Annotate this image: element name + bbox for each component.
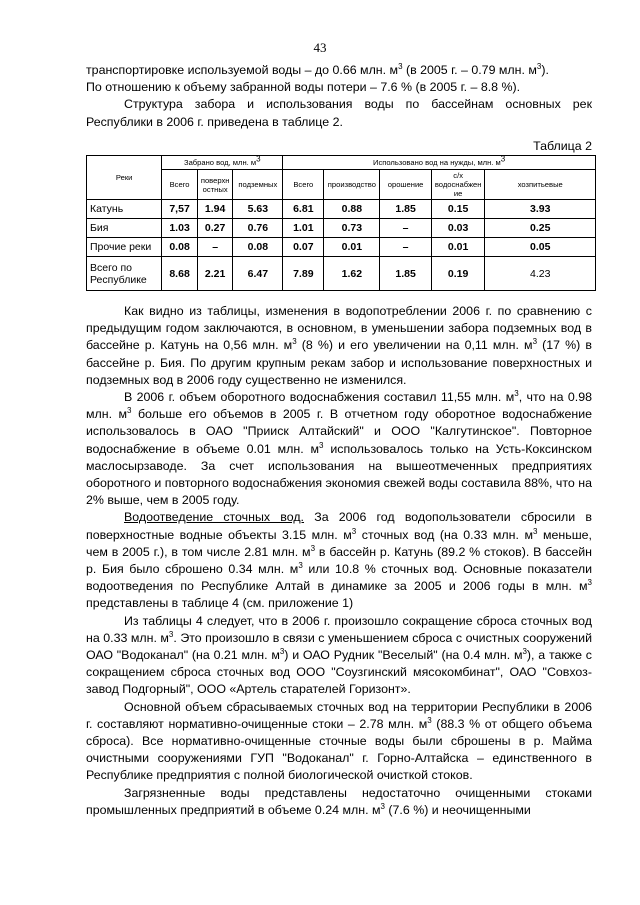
paragraph-reduction: Из таблицы 4 следует, что в 2006 г. произошло сокращение сброса сточных вод на 0.33 млн. $м^3$. Это произошло в связи с уменьшением сброса с очистных сооружений ОАО "Водоканал" (на 0.21 млн. $м^3$) и ОАО Рудник "Веселый" (на 0.4 млн. $м^3$), а также с сокращением сброса сточных вод ООО "Соузгинский мясокомбинат", ОАО "Совхоз-завод Подгорный", ООО «Артель старателей Горизонт». [86,613,592,697]
intro-paragraph-2: Структура забора и использования воды по бассейнам основных рек Республики в 2006 г. приведена в таблице 2. [86,97,592,129]
subheader: производство [324,170,380,200]
intro-block [86,62,592,131]
paragraph-circulation: В 2006 г. объем оборотного водоснабжения составил 11,55 млн. $м^3$, что на 0.98 млн. $м^3$ больше его объемов в 2005 г. В отчетном году оборотное водоснабжение использовалось в ОАО "Прииск Алтайский" и ООО "Калгутинское". Повторное водоснабжение в объеме 0.01 млн. $м^3$ использовалось только на Усть-Коксинском маслосырзаводе. За счет использования на вышеотмеченных предприятиях оборотного и повторного водоснабжения экономия свежей воды составила 88%, что на 2% выше, чем в 2005 году. [86,388,593,508]
table-caption: Таблица 2 [533,139,592,153]
subheader: хозпитьевые [485,170,596,200]
table-row: Прочие реки 0.08 – 0.08 0.07 0.01 – 0.01 0.05 [87,238,596,257]
table-row: Катунь 7,57 1.94 5.63 6.81 0.88 1.85 0.15 3.93 [87,200,596,219]
header-used: Использовано вод на нужды, млн. $м^3$ [283,156,596,170]
subheader: Всего [162,170,198,200]
water-usage-table [86,155,596,291]
paragraph-wastewater: Водоотведение сточных вод. За 2006 год водопользователи сбросили в поверхностные водные объекты 3.15 млн. $м^3$ сточных вод (на 0.33 млн. $м^3$ меньше, чем в 2005 г.), в том числе 2.81 млн. $м^3$ в бассейн р. Катунь (89.2 % стоков). В бассейн р. Бия было сброшено 0.34 млн. $м^3$ или 10.8 % сточных вод. Основные показатели водоотведения по Республике Алтай в динамике за 2005 и 2006 годы в млн. $м^3$ представлены в таблице 4 (см. приложение 1) [86,510,592,611]
paragraph-main-volume: Основной объем сбрасываемых сточных вод на территории Республики в 2006 г. составляют нормативно-очищенные стоки – 2.78 млн. $м^3$ (88.3 % от общего объема сброса). Все нормативно-очищенные сточные воды были сброшены в р. Майма очистными сооружениями ГУП "Водоканал" г. Горно-Алтайска – единственного в Республике предприятия с полной биологической очисткой стоков. [86,699,592,783]
subheader: подземных [233,170,283,200]
section-heading: Водоотведение сточных вод. [124,510,305,525]
subheader: Всего [283,170,324,200]
header-taken: Забрано вод, млн. $м^3$ [162,156,283,170]
paragraph-changes: Как видно из таблицы, изменения в водопотреблении 2006 г. по сравнению с предыдущим годом заключаются, в основном, в уменьшении забора подземных вод в бассейне р. Катунь на 0,56 млн. $м^3$ (8 %) и его увеличении на 0,11 млн. $м^3$ (17 %) в бассейне р. Бия. По другим крупным рекам забор и использование поверхностных и подземных вод в 2006 году существенно не изменился. [86,304,592,387]
paragraph-polluted: Загрязненные воды представлены недостаточно очищенными стоками промышленных предприятий в объеме 0.24 млн. $м^3$ (7.6 %) и неочищенными [86,785,592,817]
header-rivers: Реки [87,156,162,200]
table-row: Всего по Республике 8.68 2.21 6.47 7.89 1.62 1.85 0.19 4.23 [87,257,596,291]
subheader: орошение [380,170,431,200]
intro-paragraph-1: транспортировке используемой воды – до 0.66 млн. $м^3$ (в 2005 г. – 0.79 млн. $м^3$). По отношению к объему забранной воды потери – 7.6 % (в 2005 г. – 8.8 %). [86,61,549,95]
body-text [86,303,592,819]
table-row: Бия 1.03 0.27 0.76 1.01 0.73 – 0.03 0.25 [87,219,596,238]
subheader: с/х водоснабжен ие [431,170,485,200]
page-number: 43 [313,40,327,55]
subheader: поверхн остных [197,170,233,200]
